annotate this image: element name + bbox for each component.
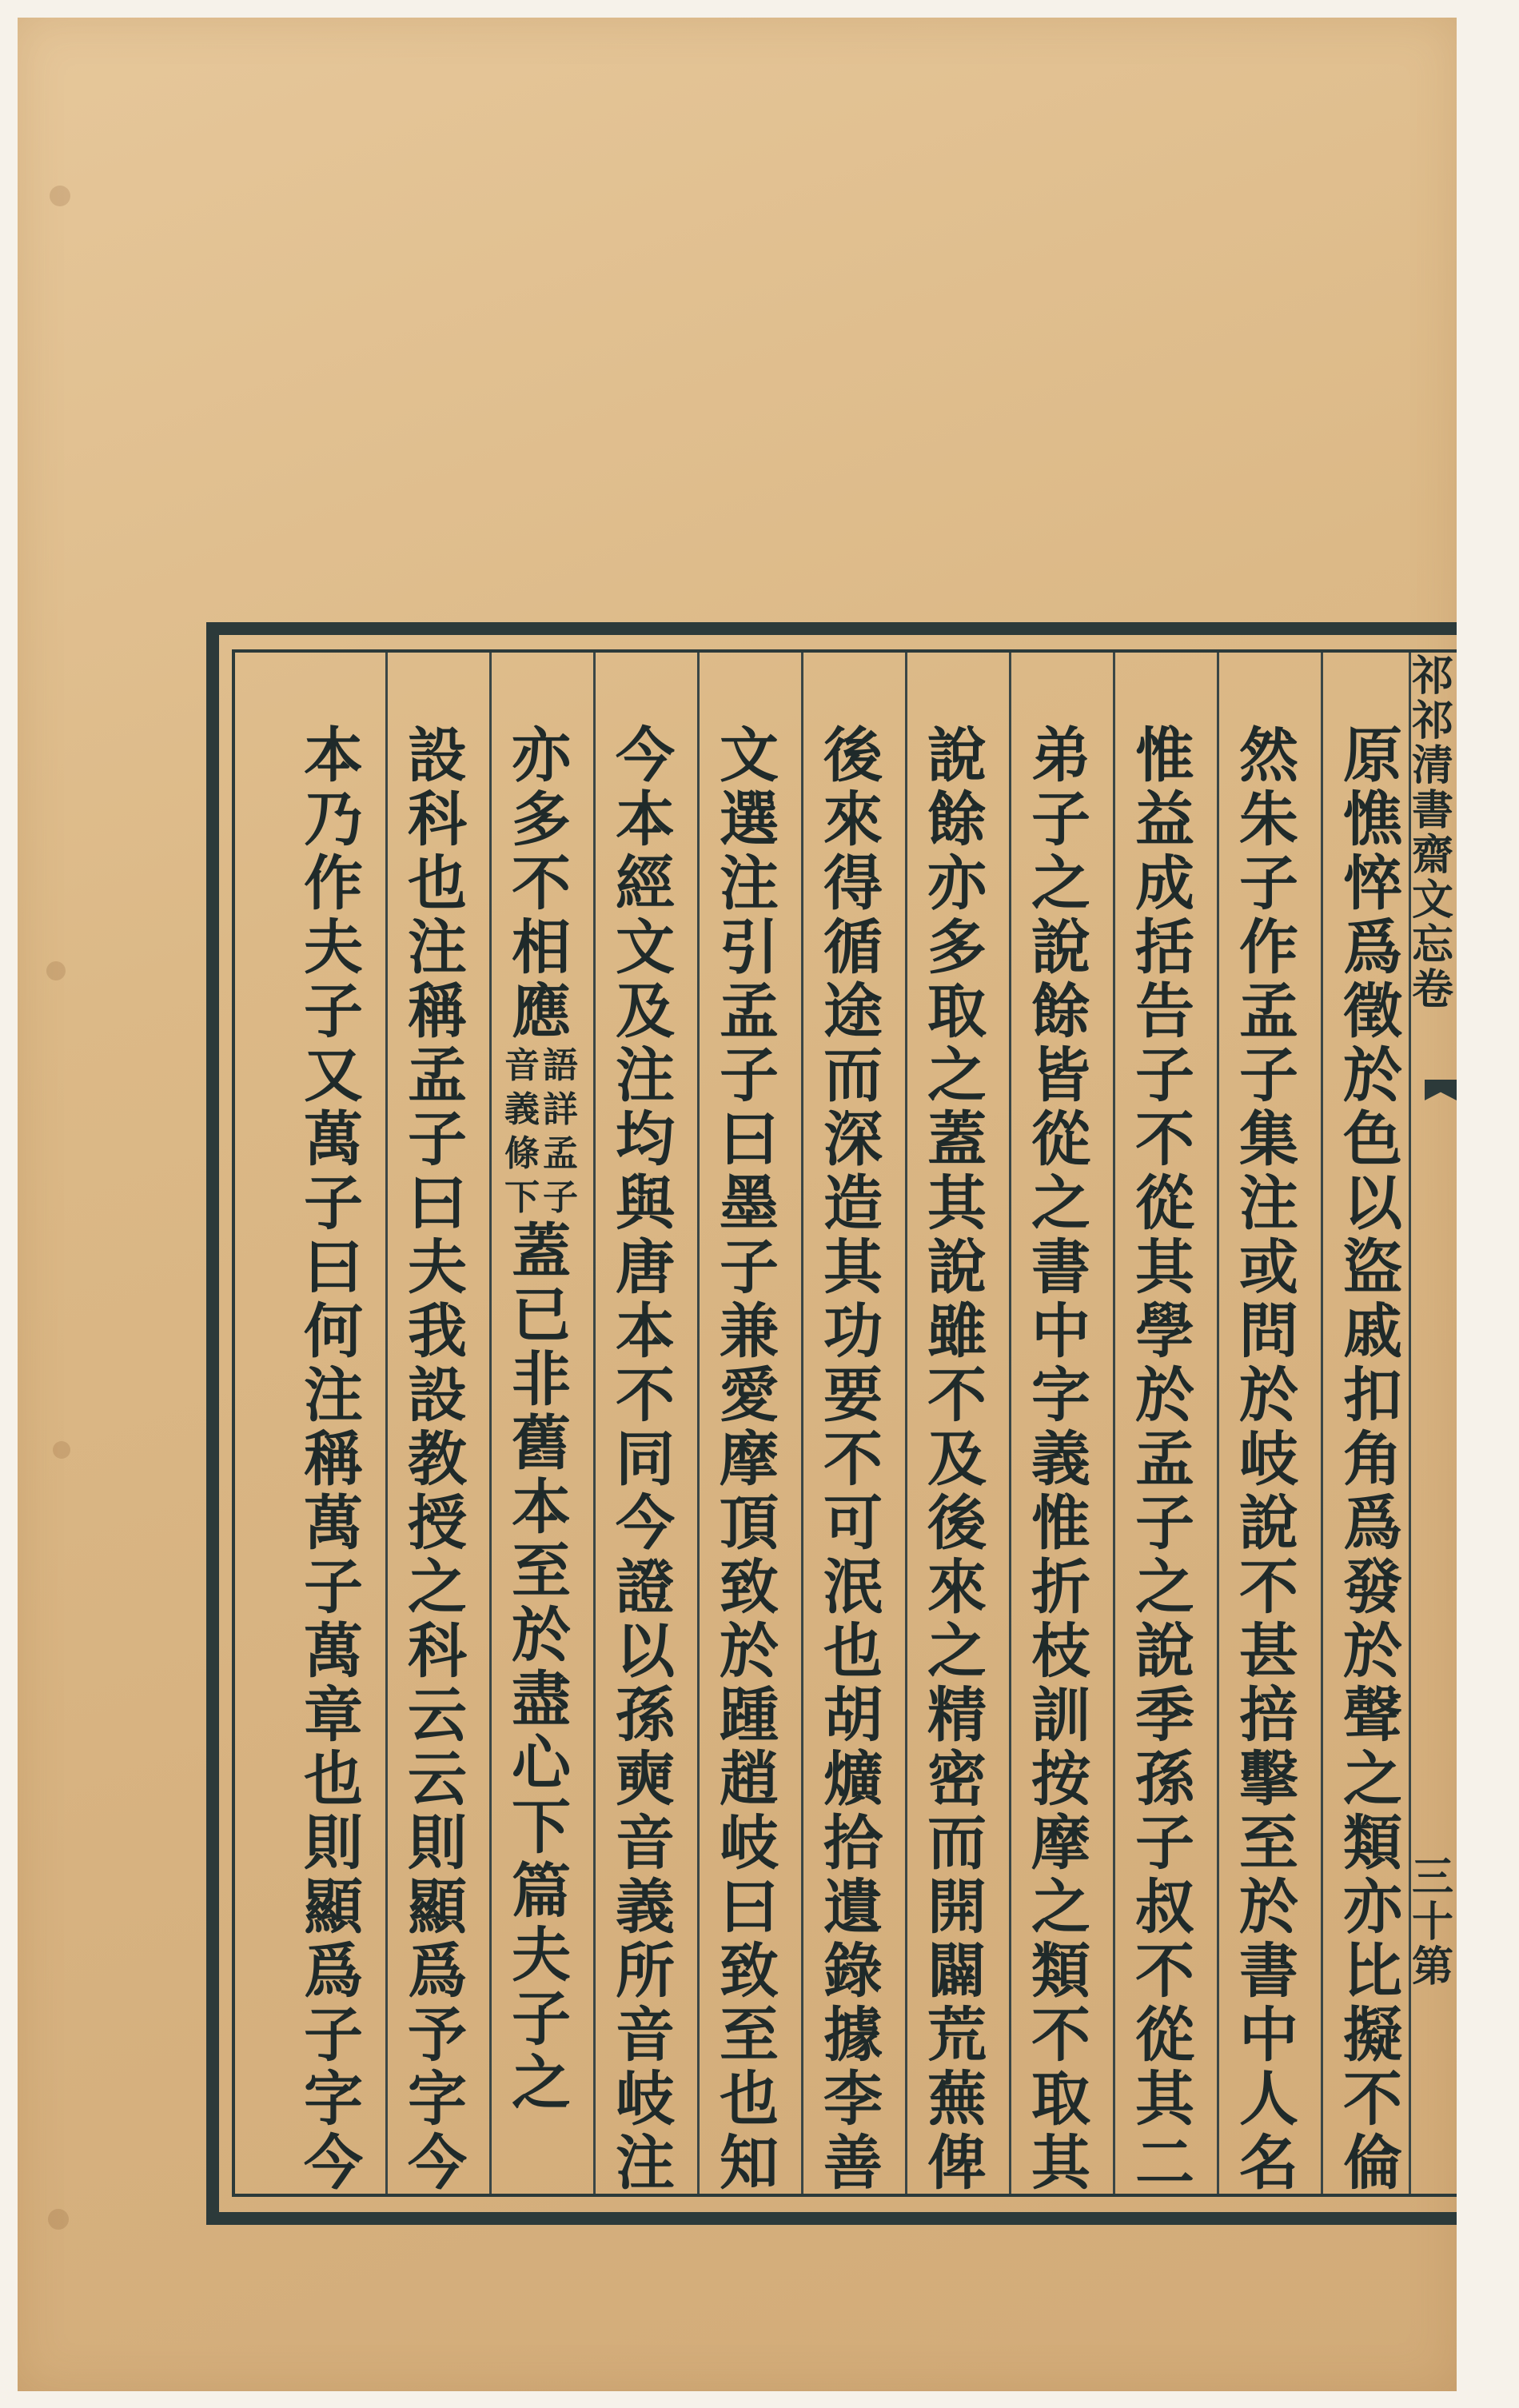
text-column-1: 原 憔 悴 爲 徵 於 色 以 盜 戚 扣 角 爲 發 於 聲 之 類 亦 比 擬 不 倫 — [1343, 721, 1402, 2198]
text-column-8: 今 本 經 文 及 注 均 與 唐 本 不 同 今 證 以 孫 奭 音 義 所 音 岐 注 — [616, 721, 675, 2198]
text-column-5: 說 餘 亦 多 取 之 蓋 其 說 雖 不 及 後 來 之 精 密 而 開 闢 荒 蕪 俾 — [927, 721, 987, 2198]
margin-page-number: 三 十 第 — [1411, 1853, 1453, 1991]
text-column-4: 弟 子 之 說 餘 皆 從 之 書 中 字 義 惟 折 枝 訓 按 摩 之 類 不 取 其 — [1031, 721, 1090, 2198]
margin-title: 祁 祁 清 書 齋 文 忘 卷 — [1411, 652, 1453, 1014]
text-column-10: 設 科 也 注 稱 孟 子 曰 夫 我 設 教 授 之 科 云 云 則 顯 爲 予 字 今 — [408, 721, 467, 2198]
interlinear-note: 語 詳 孟 子 音 義 條 下 — [504, 1045, 578, 1218]
text-column-11: 本 乃 作 夫 子 又 萬 子 曰 何 注 稱 萬 子 萬 章 也 則 顯 爲 子 字 今 — [304, 721, 363, 2198]
text-column-7: 文 選 注 引 孟 子 曰 墨 子 兼 愛 摩 頂 致 於 踵 趙 岐 曰 致 至 也 知 — [720, 721, 779, 2198]
text-column-6: 後 來 得 循 途 而 深 造 其 功 要 不 可 泯 也 胡 爌 拾 遺 錄 據 李 善 — [823, 721, 883, 2198]
text-column-2: 然 朱 子 作 孟 子 集 注 或 問 於 岐 說 不 甚 掊 擊 至 於 書 中 人 名 — [1239, 721, 1298, 2198]
text-column-9: 亦 多 不 相 應 語 詳 孟 子 音 義 條 下 蓋 已 非 舊 本 至 於 盡 心 下 篇 夫 子 之 — [504, 721, 578, 2118]
text-column-3: 惟 益 成 括 告 子 不 從 其 學 於 孟 子 之 說 季 孫 子 叔 不 從 其 二 — [1135, 721, 1194, 2198]
